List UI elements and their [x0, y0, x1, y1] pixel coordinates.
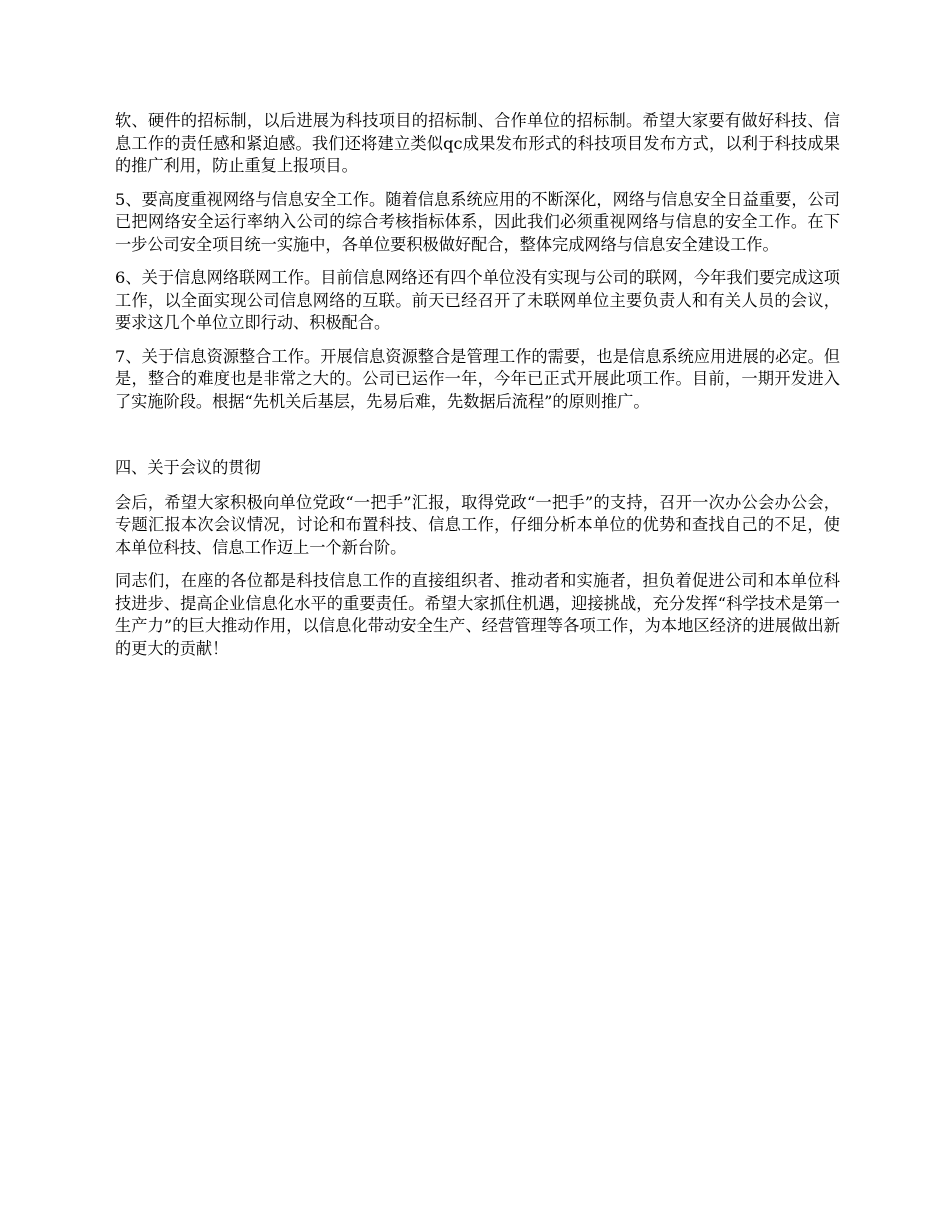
section-spacer	[115, 424, 840, 457]
paragraph-network-interconnection: 6、关于信息网络联网工作。目前信息网络还有四个单位没有实现与公司的联网，今年我们要完成这项工作，以全面实现公司信息网络的互联。前天已经召开了未联网单位主要负责人和有关人员的会议，要求这几个单位立即行动、积极配合。	[115, 268, 840, 332]
section-heading-implementation: 四、关于会议的贯彻	[115, 458, 261, 477]
document-page	[115, 110, 840, 671]
paragraph-network-security: 5、要高度重视网络与信息安全工作。随着信息系统应用的不断深化，网络与信息安全日益重要，公司已把网络安全运行率纳入公司的综合考核指标体系，因此我们必须重视网络与信息的安全工作。在下一步公司安全项目统一实施中，各单位要积极做好配合，整体完成网络与信息安全建设工作。	[115, 189, 840, 254]
paragraph-resource-integration: 7、关于信息资源整合工作。开展信息资源整合是管理工作的需要，也是信息系统应用进展的必定。但是，整合的难度也是非常之大的。公司已运作一年，今年已正式开展此项工作。目前，一期开发进入了实施阶段。根据“先机关后基层，先易后难，先数据后流程”的原则推广。	[115, 346, 840, 411]
paragraph-after-meeting: 会后，希望大家积极向单位党政“一把手”汇报，取得党政“一把手”的支持，召开一次办公会办公会，专题汇报本次会议情况，讨论和布置科技、信息工作，仔细分析本单位的优势和查找自己的不足，使本单位科技、信息工作迈上一个新台阶。	[115, 492, 840, 557]
paragraph-closing-remarks: 同志们，在座的各位都是科技信息工作的直接组织者、推动者和实施者，担负着促进公司和本单位科技进步、提高企业信息化水平的重要责任。希望大家抓住机遇，迎接挑战，充分发挥“科学技术是第一生产力”的巨大推动作用，以信息化带动安全生产、经营管理等各项工作，为本地区经济的进展做出新的更大的贡献！	[115, 571, 840, 658]
paragraph-bidding-system: 软、硬件的招标制，以后进展为科技项目的招标制、合作单位的招标制。希望大家要有做好科技、信息工作的责任感和紧迫感。我们还将建立类似qc成果发布形式的科技项目发布方式，以利于科技成果的推广利用，防止重复上报项目。	[115, 111, 840, 175]
